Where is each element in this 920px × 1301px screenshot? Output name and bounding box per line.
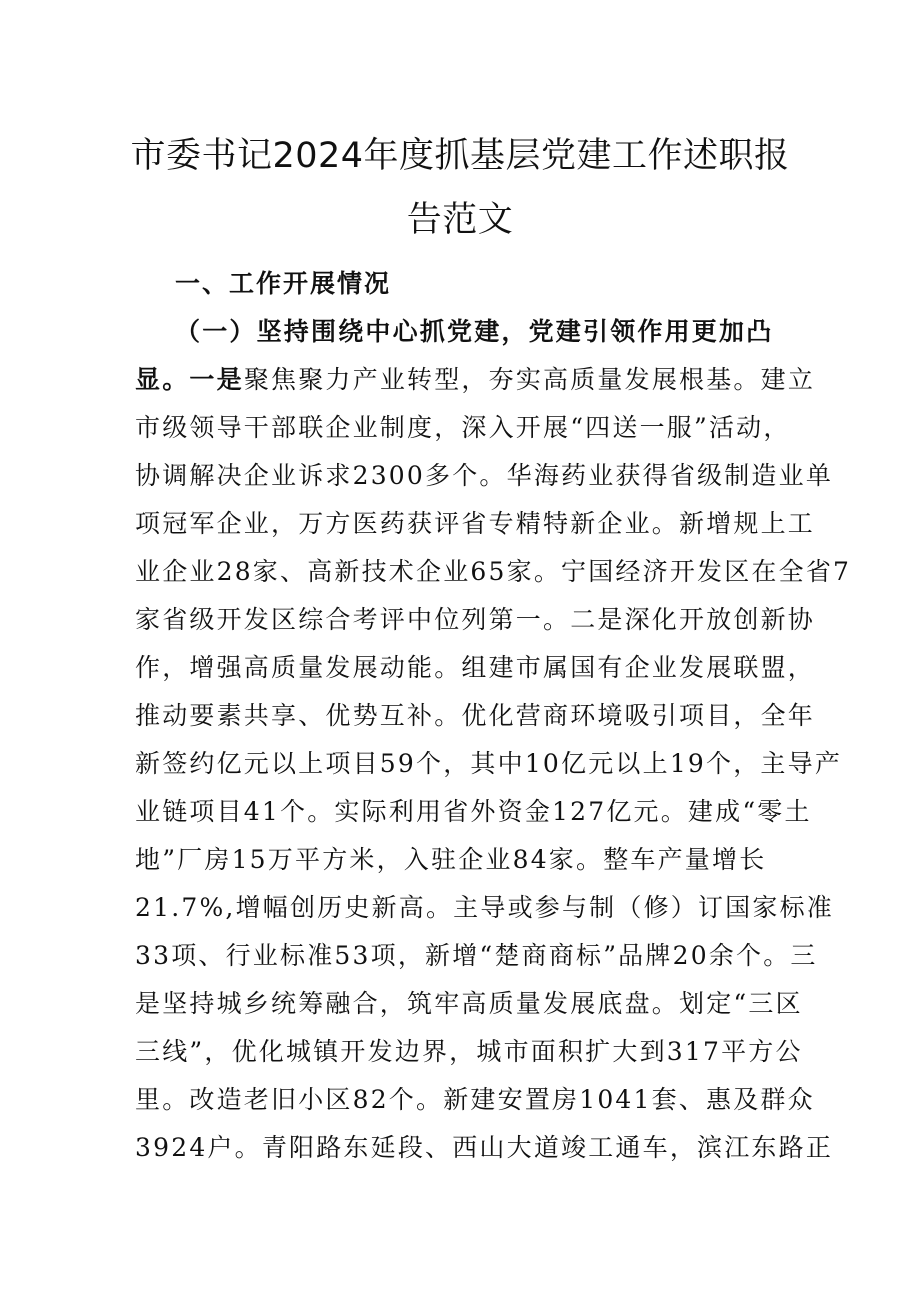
- paragraph-line: [135, 989, 803, 1019]
- paragraph-line: [135, 557, 852, 587]
- paragraph-line: [135, 797, 812, 827]
- paragraph-line: [135, 509, 816, 539]
- paragraph-line: [135, 1133, 834, 1163]
- line-text: 21.7%,增幅创历史新高。主导或参与制（修）订国家标准: [135, 893, 834, 922]
- paragraph-line: [135, 941, 818, 971]
- line-text: 家省级开发区综合考评中位列第一。二是深化开放创新协: [135, 605, 816, 634]
- line-text: 33项、行业标准53项，新增“楚商商标”品牌20余个。三: [135, 941, 818, 970]
- paragraph-line: [135, 653, 816, 683]
- line-text: 推动要素共享、优势互补。优化营商环境吸引项目，全年: [135, 701, 816, 730]
- line-text: 新签约亿元以上项目59个，其中10亿元以上19个，主导产: [135, 749, 843, 778]
- line-bold: 显。一是: [135, 365, 244, 394]
- line-text: 协调解决企业诉求2300多个。华海药业获得省级制造业单: [135, 461, 834, 490]
- line-text: 里。改造老旧小区82个。新建安置房1041套、惠及群众: [135, 1085, 815, 1114]
- paragraph-line: [135, 365, 816, 395]
- line-text: 市级领导干部联企业制度，深入开展“四送一服”活动，: [135, 413, 791, 442]
- paragraph-line: [135, 845, 775, 875]
- line-text: 作，增强高质量发展动能。组建市属国有企业发展联盟，: [135, 653, 816, 682]
- paragraph-line: [135, 605, 816, 635]
- line-text: 地”厂房15万平方米，入驻企业84家。整车产量增长: [135, 845, 767, 874]
- paragraph-line: [135, 701, 816, 731]
- line-text: 3924户。青阳路东延段、西山大道竣工通车，滨江东路正: [135, 1133, 834, 1162]
- paragraph-line: [135, 893, 834, 923]
- line-text: 聚焦聚力产业转型，夯实高质量发展根基。建立: [243, 365, 816, 394]
- paragraph-line: [135, 1037, 803, 1067]
- paragraph-line: [135, 413, 791, 443]
- paragraph-line: [135, 461, 834, 491]
- paragraph-line: [135, 1085, 815, 1115]
- section-heading: 一、工作开展情况: [175, 269, 392, 298]
- paragraph-line: [135, 749, 843, 779]
- line-text: 业链项目41个。实际利用省外资金127亿元。建成“零土: [135, 797, 812, 826]
- line-text: 是坚持城乡统筹融合，筑牢高质量发展底盘。划定“三区: [135, 989, 803, 1018]
- document-title-line-2: 告范文: [406, 200, 514, 240]
- line-text: 业企业28家、高新技术企业65家。宁国经济开发区在全省7: [135, 557, 852, 586]
- paragraph-line: [175, 317, 775, 347]
- line-text: 项冠军企业，万方医药获评省专精特新企业。新增规上工: [135, 509, 816, 538]
- line-text: （一）坚持围绕中心抓党建，党建引领作用更加凸: [175, 317, 774, 346]
- document-title-line-1: 市委书记2024年度抓基层党建工作述职报: [130, 136, 790, 176]
- line-text: 三线”，优化城镇开发边界，城市面积扩大到317平方公: [135, 1037, 803, 1066]
